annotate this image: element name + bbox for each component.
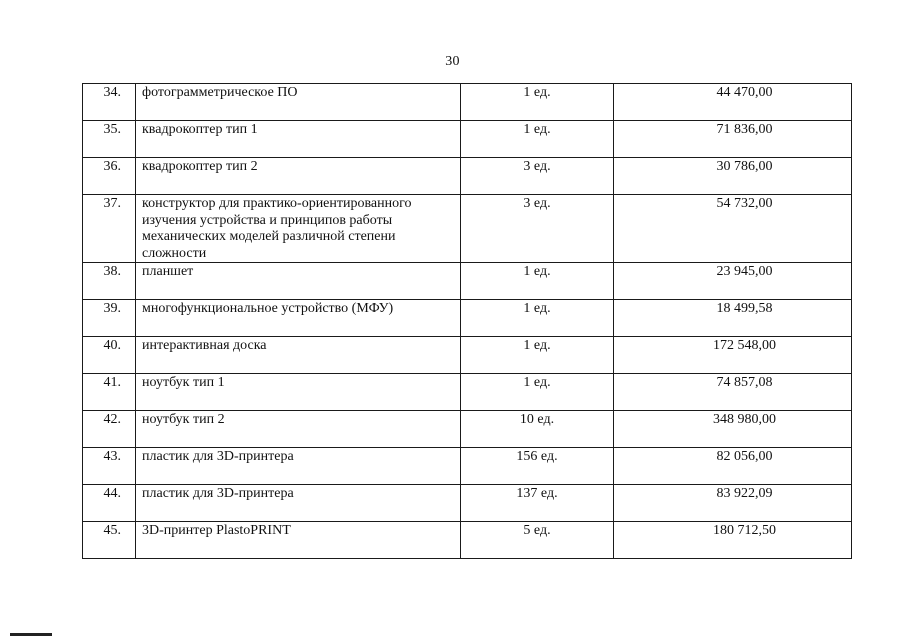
item-name-cell: планшет: [136, 263, 461, 300]
table-row: [83, 411, 852, 448]
table-row: [83, 522, 852, 559]
price-cell: 30 786,00: [614, 158, 852, 195]
price-cell: 348 980,00: [614, 411, 852, 448]
quantity-cell: 156 ед.: [461, 448, 614, 485]
row-number-cell: 34.: [83, 84, 136, 121]
quantity-cell: 1 ед.: [461, 84, 614, 121]
table-row: [83, 84, 852, 121]
quantity-cell: 5 ед.: [461, 522, 614, 559]
scan-edge-mark: [10, 633, 52, 636]
item-name-cell: конструктор для практико-ориентированного изучения устройства и принципов работы механических моделей различной степени сложности: [136, 195, 461, 263]
table-row: [83, 121, 852, 158]
table-row: [83, 448, 852, 485]
table-row: [83, 337, 852, 374]
quantity-cell: 137 ед.: [461, 485, 614, 522]
item-name-cell: пластик для 3D-принтера: [136, 448, 461, 485]
price-cell: 180 712,50: [614, 522, 852, 559]
price-cell: 18 499,58: [614, 300, 852, 337]
table-row: [83, 300, 852, 337]
row-number-cell: 40.: [83, 337, 136, 374]
item-name-cell: 3D-принтер PlastoPRINT: [136, 522, 461, 559]
price-cell: 23 945,00: [614, 263, 852, 300]
price-cell: 44 470,00: [614, 84, 852, 121]
item-name-cell: квадрокоптер тип 2: [136, 158, 461, 195]
quantity-cell: 1 ед.: [461, 263, 614, 300]
table-row: [83, 485, 852, 522]
quantity-cell: 3 ед.: [461, 158, 614, 195]
price-cell: 54 732,00: [614, 195, 852, 263]
price-cell: 82 056,00: [614, 448, 852, 485]
price-cell: 83 922,09: [614, 485, 852, 522]
row-number-cell: 36.: [83, 158, 136, 195]
table-row: [83, 374, 852, 411]
table-row: [83, 195, 852, 263]
item-name-cell: фотограмметрическое ПО: [136, 84, 461, 121]
item-name-cell: интерактивная доска: [136, 337, 461, 374]
equipment-table: [82, 83, 852, 559]
row-number-cell: 45.: [83, 522, 136, 559]
item-name-cell: квадрокоптер тип 1: [136, 121, 461, 158]
page-number: 30: [445, 54, 460, 69]
item-name-cell: многофункциональное устройство (МФУ): [136, 300, 461, 337]
row-number-cell: 43.: [83, 448, 136, 485]
price-cell: 172 548,00: [614, 337, 852, 374]
quantity-cell: 1 ед.: [461, 121, 614, 158]
quantity-cell: 1 ед.: [461, 300, 614, 337]
row-number-cell: 37.: [83, 195, 136, 263]
quantity-cell: 1 ед.: [461, 337, 614, 374]
table-row: [83, 263, 852, 300]
row-number-cell: 38.: [83, 263, 136, 300]
row-number-cell: 44.: [83, 485, 136, 522]
row-number-cell: 35.: [83, 121, 136, 158]
quantity-cell: 1 ед.: [461, 374, 614, 411]
quantity-cell: 3 ед.: [461, 195, 614, 263]
price-cell: 74 857,08: [614, 374, 852, 411]
row-number-cell: 41.: [83, 374, 136, 411]
table-row: [83, 158, 852, 195]
quantity-cell: 10 ед.: [461, 411, 614, 448]
row-number-cell: 39.: [83, 300, 136, 337]
item-name-cell: ноутбук тип 1: [136, 374, 461, 411]
item-name-cell: ноутбук тип 2: [136, 411, 461, 448]
row-number-cell: 42.: [83, 411, 136, 448]
price-cell: 71 836,00: [614, 121, 852, 158]
item-name-cell: пластик для 3D-принтера: [136, 485, 461, 522]
